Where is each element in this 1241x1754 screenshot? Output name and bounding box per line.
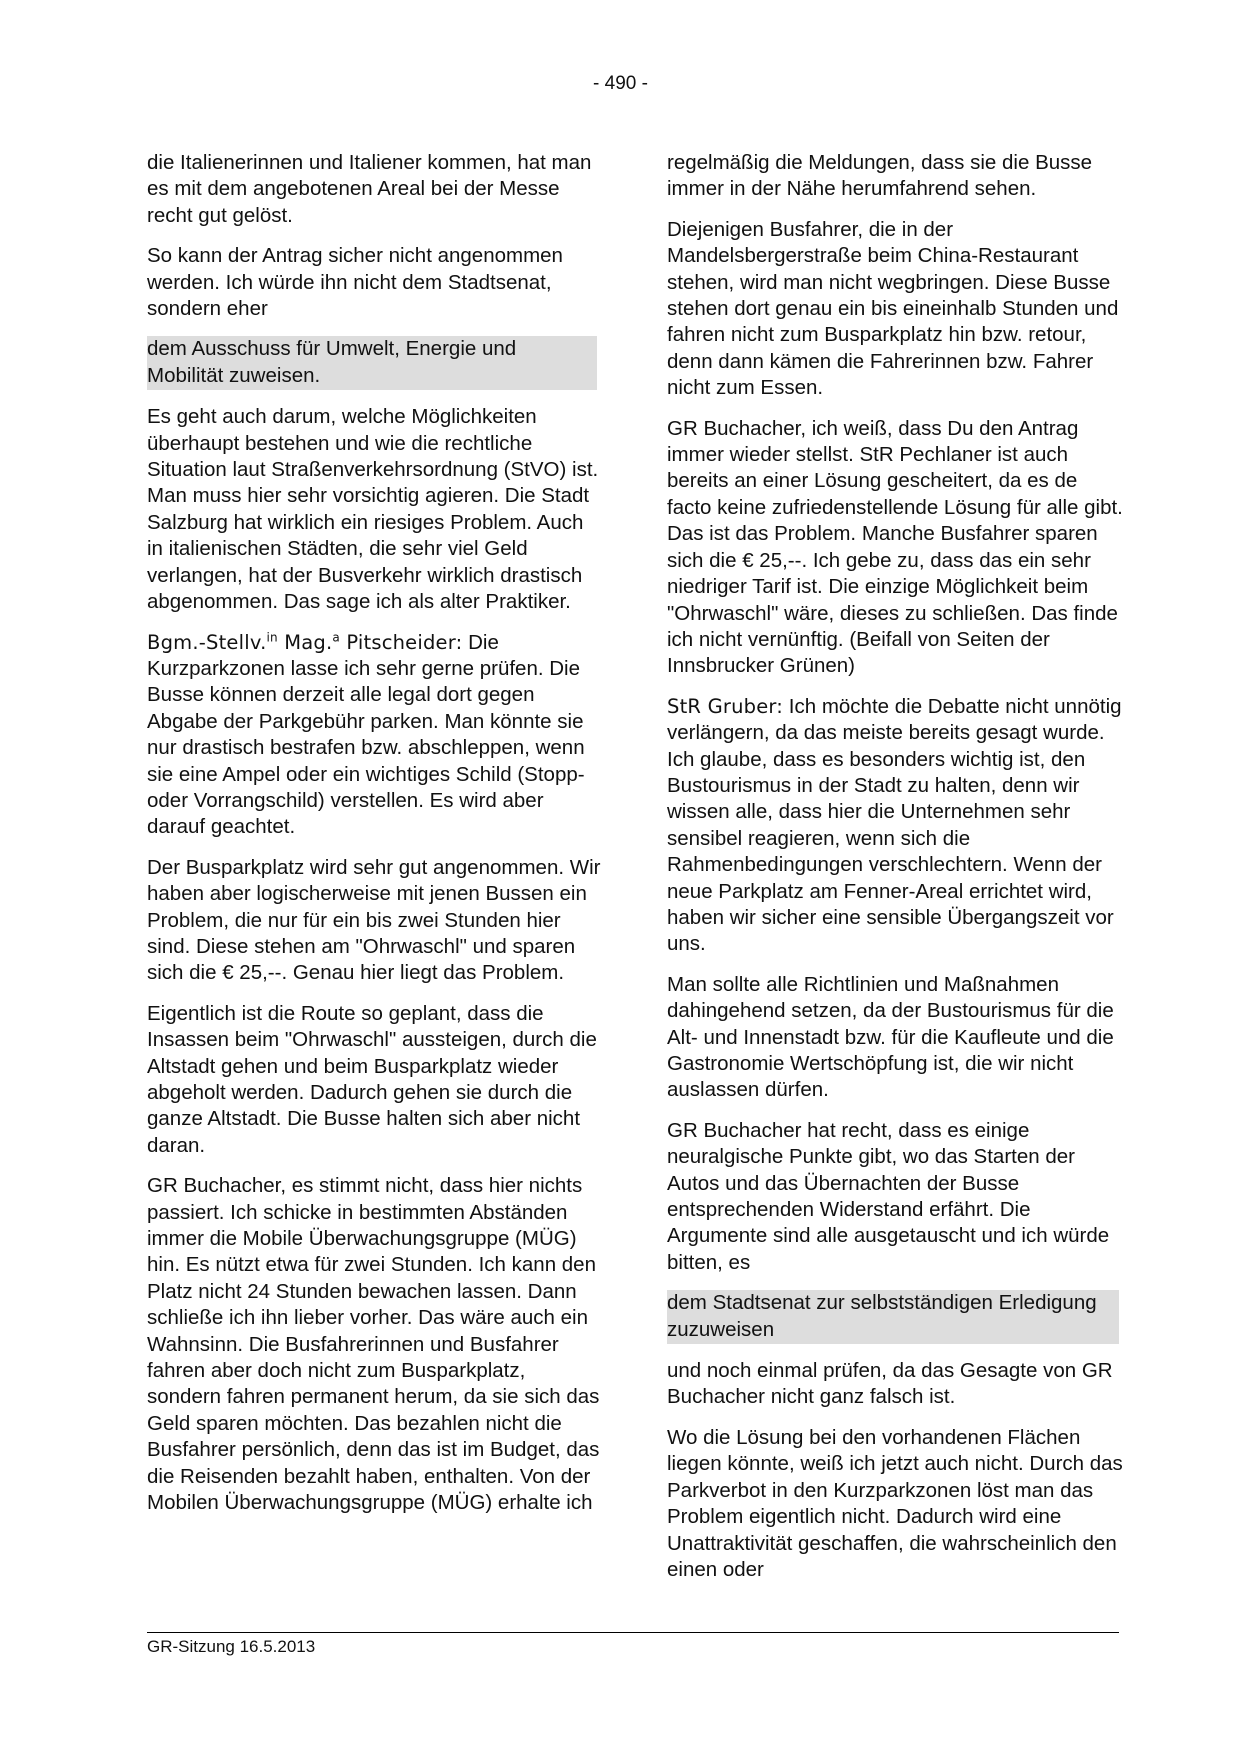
left-paragraph-5: Der Busparkplatz wird sehr gut angenommen. Wir haben aber logischerweise mit jenen Bussen ein Problem, die nur für ein bis zwei Stunden hier sind. Diese stehen am "Ohrwaschl" und sparen sich die € 25,--. Genau hier liegt das Problem. — [147, 855, 601, 985]
motion-highlight-committee: dem Ausschuss für Umwelt, Energie und Mobilität zuweisen. — [147, 336, 597, 390]
speaker-pitscheider — [147, 631, 462, 654]
right-paragraph-7: und noch einmal prüfen, da das Gesagte von GR Buchacher nicht ganz falsch ist. — [667, 1359, 1113, 1409]
right-paragraph-5: Man sollte alle Richtlinien und Maßnahmen dahingehend setzen, da der Bustourismus für die Alt- und Innenstadt bzw. für die Kaufleute und die Gastronomie Wertschöpfung ist, die wir nicht auslassen dürfen. — [667, 972, 1114, 1102]
right-paragraph-2: Diejenigen Busfahrer, die in der Mandelsbergerstraße beim China-Restaurant stehen, wird man nicht wegbringen. Diese Busse stehen dort genau ein bis eineinhalb Stunden und fahren nicht zum Busparkplatz hin bzw. retour, denn dann kämen die Fahrerinnen bzw. Fahrer nicht zum Essen. — [667, 217, 1119, 400]
footer-session-date: GR-Sitzung 16.5.2013 — [147, 1637, 316, 1656]
left-paragraph-7: GR Buchacher, es stimmt nicht, dass hier nichts passiert. Ich schicke in bestimmten Abständen immer die Mobile Überwachungsgruppe (MÜG) hin. Es nützt etwa für zwei Stunden. Ich kann den Platz nicht 24 Stunden bewachen lassen. Dann schließe ich ihn lieber vorher. Das wäre auch ein Wahnsinn. Die Busfahrerinnen und Busfahrer fahren aber doch nicht zum Busparkplatz, sondern fahren permanent herum, da sie sich das Geld sparen möchten. Das bezahlen nicht die Busfahrer persönlich, denn das ist im Budget, das die Reisenden bezahlt haben, enthalten. Von der Mobilen Überwachungsgruppe (MÜG) erhalte ich — [147, 1174, 600, 1515]
page-number: - 490 - — [593, 73, 648, 94]
motion-highlight-senate: dem Stadtsenat zur selbstständigen Erledigung zuzuweisen — [667, 1290, 1119, 1344]
right-paragraph-8: Wo die Lösung bei den vorhandenen Flächen liegen könnte, weiß ich jetzt auch nicht. Durch das Parkverbot in den Kurzparkzonen löst man das Problem eigentlich nicht. Dadurch wird eine Unattraktivität geschaffen, die wahrscheinlich den einen oder — [667, 1425, 1123, 1581]
speaker-title-sup-2: a — [332, 630, 340, 644]
right-column — [667, 150, 1125, 1597]
speech-text: Die Kurzparkzonen lasse ich sehr gerne prüfen. Die Busse können derzeit alle legal dort gegen Abgabe der Parkgebühr parken. Man könnte sie nur drastisch bestrafen bzw. abschleppen, wenn sie eine Ampel oder ein wichtiges Schild (Stopp- oder Vorrangschild) verstellen. Es wird aber darauf geachtet. — [147, 630, 585, 839]
speech-text: Ich möchte die Debatte nicht unnötig verlängern, da das meiste bereits gesagt wurde. Ich glaube, dass es besonders wichtig ist, den Bustourismus in der Stadt zu halten, denn wir wissen alle, dass hier die Unternehmen sehr sensibel reagieren, wenn sich die Rahmenbedingungen verschlechtern. Wenn der neue Parkplatz am Fenner-Areal errichtet wird, haben wir sicher eine sensible Übergangszeit vor uns. — [667, 694, 1122, 956]
speaker-name: Pitscheider: — [339, 630, 463, 654]
left-paragraph-2: So kann der Antrag sicher nicht angenommen werden. Ich würde ihn nicht dem Stadtsenat, sondern eher — [147, 244, 563, 321]
left-paragraph-1: die Italienerinnen und Italiener kommen, hat man es mit dem angebotenen Areal bei der Messe recht gut gelöst. — [147, 151, 592, 227]
left-paragraph-3: Es geht auch darum, welche Möglichkeiten überhaupt bestehen und wie die rechtliche Situation laut Straßenverkehrsordnung (StVO) ist. Man muss hier sehr vorsichtig agieren. Die Stadt Salzburg hat wirklich ein riesiges Problem. Auch in italienischen Städten, die sehr viel Geld verlangen, hat der Busverkehr wirklich drastisch abgenommen. Das sage ich als alter Praktiker. — [147, 405, 599, 614]
speaker-title-sup-1: in — [266, 630, 278, 644]
left-column — [147, 150, 605, 1531]
right-paragraph-3: GR Buchacher, ich weiß, dass Du den Antrag immer wieder stellst. StR Pechlaner ist auch bereits an einer Lösung gescheitert, da es de facto keine zufriedenstellende Lösung für alle gibt. Das ist das Problem. Manche Busfahrer sparen sich die € 25,--. Ich gebe zu, dass das ein sehr niedriger Tarif ist. Die einzige Möglichkeit beim "Ohrwaschl" wäre, dieses zu schließen. Das finde ich nicht vernünftig. (Beifall von Seiten der Innsbrucker Grünen) — [667, 416, 1123, 678]
speaker-title-part-1: Bgm.-Stellv. — [147, 630, 267, 654]
left-paragraph-6: Eigentlich ist die Route so geplant, dass die Insassen beim "Ohrwaschl" aussteigen, durch die Altstadt gehen und beim Busparkplatz wieder abgeholt werden. Dadurch gehen sie durch die ganze Altstadt. Die Busse halten sich aber nicht daran. — [147, 1001, 597, 1157]
left-paragraph-4 — [147, 630, 605, 841]
right-paragraph-6: GR Buchacher hat recht, dass es einige neuralgische Punkte gibt, wo das Starten der Autos und das Übernachten der Busse entsprechenden Widerstand erfährt. Die Argumente sind alle ausgetauscht und ich würde bitten, es — [667, 1118, 1110, 1274]
right-paragraph-4 — [667, 694, 1125, 958]
speaker-gruber: StR Gruber: — [667, 694, 784, 718]
footer-divider — [147, 1632, 1119, 1633]
speaker-title-part-2: Mag. — [277, 630, 333, 654]
right-paragraph-1: regelmäßig die Meldungen, dass sie die Busse immer in der Nähe herumfahrend sehen. — [667, 151, 1093, 201]
